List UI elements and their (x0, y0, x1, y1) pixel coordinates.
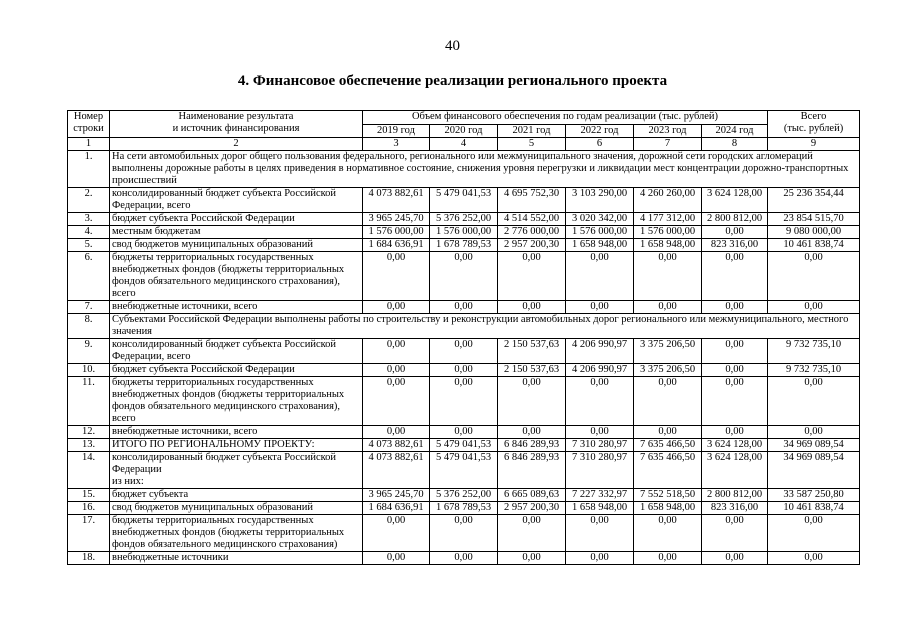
row-number: 10. (68, 364, 110, 377)
header-year: 2019 год (363, 125, 430, 138)
year-value: 0,00 (702, 301, 768, 314)
row-number: 1. (68, 151, 110, 188)
year-value: 0,00 (702, 339, 768, 364)
year-value: 1 678 789,53 (430, 502, 498, 515)
total-value: 9 732 735,10 (768, 339, 860, 364)
year-value: 2 957 200,30 (498, 502, 566, 515)
header-year: 2024 год (702, 125, 768, 138)
year-value: 0,00 (634, 301, 702, 314)
section-title: 4. Финансовое обеспечение реализации регионального проекта (237, 73, 668, 89)
table-row (68, 426, 860, 439)
year-value: 0,00 (498, 252, 566, 301)
year-value: 0,00 (363, 252, 430, 301)
row-number: 12. (68, 426, 110, 439)
funding-source: бюджет субъекта (110, 489, 363, 502)
year-value: 3 103 290,00 (566, 188, 634, 213)
year-value: 823 316,00 (702, 239, 768, 252)
year-value: 3 965 245,70 (363, 489, 430, 502)
column-number: 6 (566, 138, 634, 151)
row-number: 2. (68, 188, 110, 213)
table-row (68, 339, 860, 364)
year-value: 1 658 948,00 (566, 502, 634, 515)
total-value: 0,00 (768, 552, 860, 565)
year-value: 0,00 (702, 377, 768, 426)
funding-source: консолидированный бюджет субъекта Российской Федерации, всего (110, 188, 363, 213)
year-value: 0,00 (430, 301, 498, 314)
header-year: 2020 год (430, 125, 498, 138)
year-value: 0,00 (430, 552, 498, 565)
column-number: 1 (68, 138, 110, 151)
total-value: 10 461 838,74 (768, 239, 860, 252)
year-value: 3 624 128,00 (702, 452, 768, 489)
table-row (68, 226, 860, 239)
year-value: 0,00 (566, 552, 634, 565)
year-value: 7 310 280,97 (566, 452, 634, 489)
table-row (68, 252, 860, 301)
year-value: 0,00 (702, 364, 768, 377)
total-value: 9 080 000,00 (768, 226, 860, 239)
column-number: 7 (634, 138, 702, 151)
year-value: 0,00 (363, 426, 430, 439)
total-value: 10 461 838,74 (768, 502, 860, 515)
row-number: 17. (68, 515, 110, 552)
year-value: 2 957 200,30 (498, 239, 566, 252)
year-value: 6 665 089,63 (498, 489, 566, 502)
year-value: 2 150 537,63 (498, 364, 566, 377)
year-value: 0,00 (634, 426, 702, 439)
column-number: 3 (363, 138, 430, 151)
year-value: 4 695 752,30 (498, 188, 566, 213)
year-value: 4 073 882,61 (363, 452, 430, 489)
row-number: 18. (68, 552, 110, 565)
year-value: 0,00 (634, 377, 702, 426)
column-number-row (68, 138, 860, 151)
header-total: Всего (тыс. рублей) (768, 111, 860, 138)
table-row (68, 301, 860, 314)
year-value: 5 479 041,53 (430, 439, 498, 452)
total-value: 33 587 250,80 (768, 489, 860, 502)
year-value: 0,00 (566, 515, 634, 552)
year-value: 0,00 (702, 226, 768, 239)
year-value: 7 552 518,50 (634, 489, 702, 502)
year-value: 0,00 (566, 426, 634, 439)
year-value: 0,00 (363, 515, 430, 552)
year-value: 2 776 000,00 (498, 226, 566, 239)
funding-source: местным бюджетам (110, 226, 363, 239)
year-value: 6 846 289,93 (498, 439, 566, 452)
year-value: 2 150 537,63 (498, 339, 566, 364)
funding-source: бюджет субъекта Российской Федерации (110, 213, 363, 226)
year-value: 3 375 206,50 (634, 339, 702, 364)
table-row (68, 452, 860, 489)
row-number: 13. (68, 439, 110, 452)
funding-source: консолидированный бюджет субъекта Российской Федерации из них: (110, 452, 363, 489)
year-value: 0,00 (363, 339, 430, 364)
year-value: 4 073 882,61 (363, 439, 430, 452)
column-number: 8 (702, 138, 768, 151)
year-value: 0,00 (430, 377, 498, 426)
table-row (68, 489, 860, 502)
funding-source: консолидированный бюджет субъекта Российской Федерации, всего (110, 339, 363, 364)
funding-source: бюджеты территориальных государственных внебюджетных фондов (бюджеты территориальных фондов обязательного медицинского страхования), всего (110, 252, 363, 301)
row-number: 5. (68, 239, 110, 252)
year-value: 4 206 990,97 (566, 339, 634, 364)
year-value: 3 020 342,00 (566, 213, 634, 226)
year-value: 7 635 466,50 (634, 452, 702, 489)
year-value: 0,00 (430, 252, 498, 301)
row-number: 6. (68, 252, 110, 301)
total-value: 0,00 (768, 377, 860, 426)
funding-source: свод бюджетов муниципальных образований (110, 239, 363, 252)
funding-source: ИТОГО ПО РЕГИОНАЛЬНОМУ ПРОЕКТУ: (110, 439, 363, 452)
year-value: 1 658 948,00 (634, 239, 702, 252)
year-value: 0,00 (702, 515, 768, 552)
total-value: 0,00 (768, 515, 860, 552)
year-value: 1 658 948,00 (634, 502, 702, 515)
year-value: 0,00 (702, 552, 768, 565)
year-value: 4 073 882,61 (363, 188, 430, 213)
table-row (68, 552, 860, 565)
table-row (68, 188, 860, 213)
year-value: 1 684 636,91 (363, 502, 430, 515)
year-value: 0,00 (363, 364, 430, 377)
year-value: 1 576 000,00 (634, 226, 702, 239)
column-number: 5 (498, 138, 566, 151)
year-value: 0,00 (566, 252, 634, 301)
result-description: На сети автомобильных дорог общего пользования федерального, регионального или межмуниципального значения, дорожной сети городских агломераций выполнены дорожные работы в целях приведения в нормативное состояние, снижения уровня перегрузки и ликвидации мест концентрации дорожно-транспортных происшествий (110, 151, 860, 188)
row-number: 9. (68, 339, 110, 364)
year-value: 3 375 206,50 (634, 364, 702, 377)
row-number: 11. (68, 377, 110, 426)
year-value: 6 846 289,93 (498, 452, 566, 489)
year-value: 5 376 252,00 (430, 489, 498, 502)
total-value: 9 732 735,10 (768, 364, 860, 377)
year-value: 4 177 312,00 (634, 213, 702, 226)
year-value: 0,00 (702, 252, 768, 301)
financing-table (67, 110, 860, 565)
total-value: 25 236 354,44 (768, 188, 860, 213)
column-number: 2 (110, 138, 363, 151)
total-value: 0,00 (768, 252, 860, 301)
year-value: 0,00 (702, 426, 768, 439)
total-value: 34 969 089,54 (768, 439, 860, 452)
header-year: 2023 год (634, 125, 702, 138)
column-number: 4 (430, 138, 498, 151)
row-number: 16. (68, 502, 110, 515)
year-value: 5 479 041,53 (430, 452, 498, 489)
year-value: 2 800 812,00 (702, 489, 768, 502)
year-value: 5 376 252,00 (430, 213, 498, 226)
header-year: 2021 год (498, 125, 566, 138)
year-value: 3 965 245,70 (363, 213, 430, 226)
year-value: 2 800 812,00 (702, 213, 768, 226)
funding-source: внебюджетные источники, всего (110, 426, 363, 439)
funding-source: свод бюджетов муниципальных образований (110, 502, 363, 515)
table-row (68, 377, 860, 426)
year-value: 1 684 636,91 (363, 239, 430, 252)
year-value: 0,00 (430, 339, 498, 364)
row-number: 3. (68, 213, 110, 226)
year-value: 0,00 (498, 301, 566, 314)
year-value: 7 310 280,97 (566, 439, 634, 452)
table-row (68, 502, 860, 515)
header-row-number: Номер строки (68, 111, 110, 138)
row-number: 14. (68, 452, 110, 489)
year-value: 823 316,00 (702, 502, 768, 515)
result-description: Субъектами Российской Федерации выполнены работы по строительству и реконструкции автомобильных дорог регионального или межмуниципального, местного значения (110, 314, 860, 339)
total-value: 0,00 (768, 301, 860, 314)
year-value: 4 260 260,00 (634, 188, 702, 213)
funding-source: бюджеты территориальных государственных внебюджетных фондов (бюджеты территориальных фондов обязательного медицинского страхования), всего (110, 377, 363, 426)
year-value: 7 227 332,97 (566, 489, 634, 502)
year-value: 0,00 (363, 301, 430, 314)
row-number: 4. (68, 226, 110, 239)
year-value: 0,00 (634, 252, 702, 301)
funding-source: внебюджетные источники (110, 552, 363, 565)
header-year: 2022 год (566, 125, 634, 138)
table-row (68, 364, 860, 377)
table-row (68, 515, 860, 552)
table-row (68, 314, 860, 339)
funding-source: внебюджетные источники, всего (110, 301, 363, 314)
year-value: 0,00 (430, 426, 498, 439)
year-value: 1 576 000,00 (566, 226, 634, 239)
year-value: 0,00 (430, 515, 498, 552)
year-value: 4 514 552,00 (498, 213, 566, 226)
year-value: 5 479 041,53 (430, 188, 498, 213)
year-value: 0,00 (498, 515, 566, 552)
year-value: 3 624 128,00 (702, 188, 768, 213)
year-value: 1 678 789,53 (430, 239, 498, 252)
year-value: 0,00 (363, 552, 430, 565)
year-value: 0,00 (634, 552, 702, 565)
row-number: 8. (68, 314, 110, 339)
year-value: 1 658 948,00 (566, 239, 634, 252)
table-row (68, 151, 860, 188)
table-row (68, 439, 860, 452)
year-value: 0,00 (498, 426, 566, 439)
year-value: 4 206 990,97 (566, 364, 634, 377)
year-value: 1 576 000,00 (430, 226, 498, 239)
year-value: 1 576 000,00 (363, 226, 430, 239)
table-row (68, 213, 860, 226)
total-value: 0,00 (768, 426, 860, 439)
total-value: 23 854 515,70 (768, 213, 860, 226)
header-volume: Объем финансового обеспечения по годам реализации (тыс. рублей) (363, 111, 768, 125)
table-row (68, 239, 860, 252)
year-value: 0,00 (430, 364, 498, 377)
year-value: 3 624 128,00 (702, 439, 768, 452)
row-number: 15. (68, 489, 110, 502)
year-value: 0,00 (498, 552, 566, 565)
total-value: 34 969 089,54 (768, 452, 860, 489)
header-name: Наименование результата и источник финансирования (110, 111, 363, 138)
year-value: 7 635 466,50 (634, 439, 702, 452)
year-value: 0,00 (363, 377, 430, 426)
funding-source: бюджет субъекта Российской Федерации (110, 364, 363, 377)
year-value: 0,00 (566, 301, 634, 314)
row-number: 7. (68, 301, 110, 314)
year-value: 0,00 (498, 377, 566, 426)
page-number: 40 (445, 38, 460, 54)
funding-source: бюджеты территориальных государственных внебюджетных фондов (бюджеты территориальных фондов обязательного медицинского страхования) (110, 515, 363, 552)
year-value: 0,00 (634, 515, 702, 552)
column-number: 9 (768, 138, 860, 151)
year-value: 0,00 (566, 377, 634, 426)
